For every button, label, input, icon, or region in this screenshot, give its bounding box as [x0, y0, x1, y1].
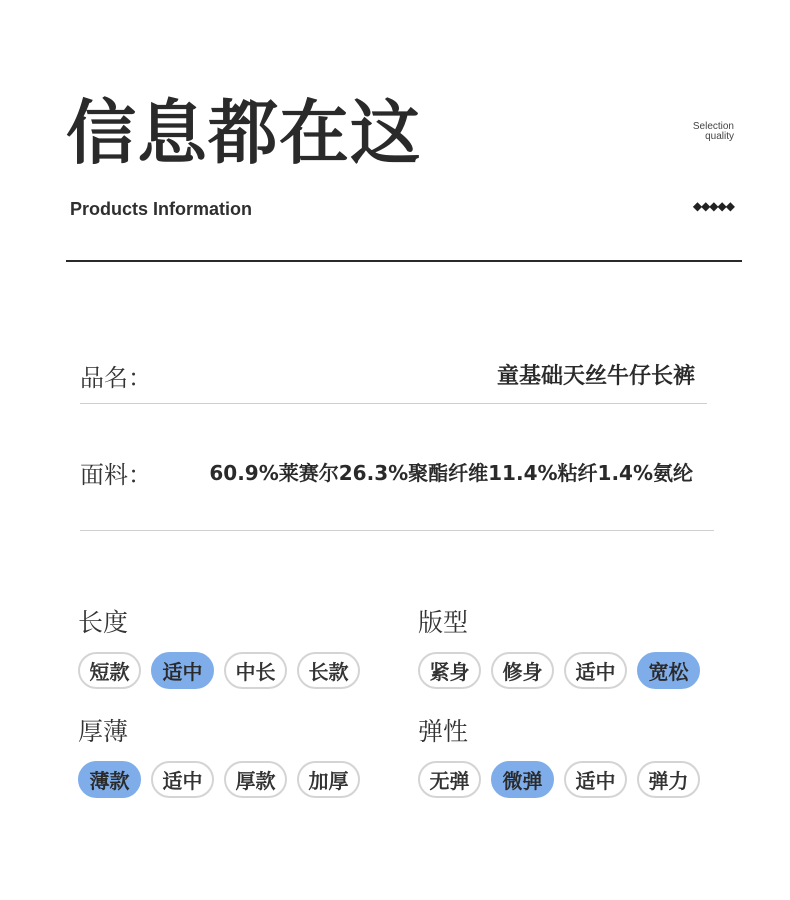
option-chip: 无弹 — [418, 761, 481, 798]
attribute-group-length — [78, 603, 360, 689]
option-chip: 长款 — [297, 652, 360, 689]
attribute-title: 弹性 — [418, 717, 469, 746]
header-divider — [66, 260, 742, 262]
option-chip-selected: 适中 — [151, 652, 214, 689]
option-chip: 短款 — [78, 652, 141, 689]
option-chip: 中长 — [224, 652, 287, 689]
attribute-title: 长度 — [78, 608, 129, 637]
option-chip: 加厚 — [297, 761, 360, 798]
option-chip: 修身 — [491, 652, 554, 689]
option-chip-selected: 薄款 — [78, 761, 141, 798]
option-chip: 厚款 — [224, 761, 287, 798]
selection-text: Selection — [692, 121, 734, 132]
attribute-title: 版型 — [418, 608, 469, 637]
attribute-group-fit — [418, 603, 700, 689]
option-chip: 适中 — [151, 761, 214, 798]
page-subtitle: Products Information — [70, 199, 253, 219]
diamond-icons: ◆◆◆◆◆ — [692, 199, 734, 213]
option-chip: 适中 — [564, 761, 627, 798]
option-chip-selected: 宽松 — [637, 652, 700, 689]
option-chip-selected: 微弹 — [491, 761, 554, 798]
option-chip: 适中 — [564, 652, 627, 689]
selection-quality-tag — [693, 122, 734, 142]
attribute-group-thickness — [78, 712, 360, 798]
row-divider — [80, 403, 707, 404]
product-name-value: 童基础天丝牛仔长裤 — [496, 364, 695, 389]
fabric-label: 面料： — [80, 461, 152, 489]
option-chip: 紧身 — [418, 652, 481, 689]
quality-text: quality — [705, 131, 734, 142]
row-divider — [80, 530, 714, 531]
product-name-label: 品名： — [80, 364, 152, 392]
fabric-value: 60.9%莱赛尔26.3%聚酯纤维11.4%粘纤1.4%氨纶 — [209, 461, 693, 485]
attribute-title: 厚薄 — [78, 717, 129, 746]
page-title: 信息都在这 — [66, 92, 421, 174]
option-chip: 弹力 — [637, 761, 700, 798]
attribute-group-elasticity — [418, 712, 700, 798]
